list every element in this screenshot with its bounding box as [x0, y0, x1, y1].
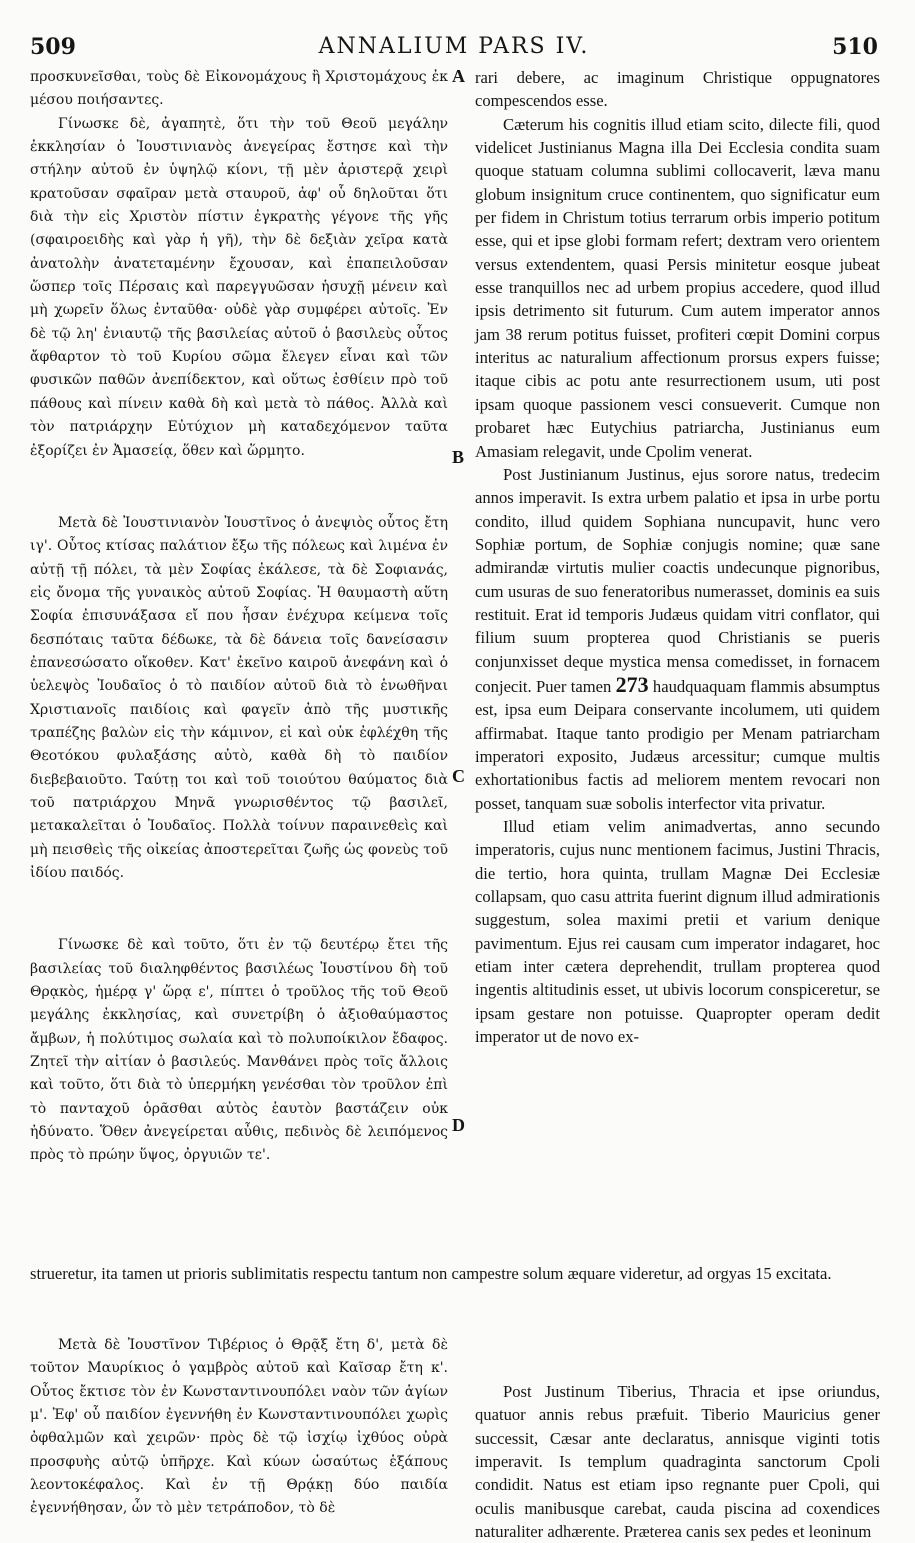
paragraph-gap — [30, 463, 448, 512]
greek-paragraph: Μετὰ δὲ Ἰουστῖνον Τιβέριος ὁ Θρᾷξ ἔτη δ', μετὰ δὲ τοῦτον Μαυρίκιος ὁ γαμβρὸς αὐτοῦ καὶ Καῖσαρ ἔτη κ'. Οὗτος ἔκτισε τὸν ἐν Κωνσταντινουπόλει ναὸν τῶν ἁγίων μ'. Ἐφ' οὗ παιδίον ἐγεννήθη ἐν Κωνσταντινουπόλει χωρὶς ὀφθαλμῶν καὶ χειρῶν· πρὸς δὲ τῷ ἰσχίῳ ἰχθύος οὐρὰ προσφυὴς αὐτῷ ὑπῆρχε. Καὶ κύων ὡσαύτως ἑξάπους λεοντοκέφαλος. Καὶ ἐν τῇ Θρᾴκῃ δύο παιδία ἐγεννήθησαν, ὧν τὸ μὲν τετράποδον, τὸ δὲ — [30, 1337, 448, 1517]
greek-paragraph: προσκυνεῖσθαι, τοὺς δὲ Εἰκονομάχους ἢ Χριστομάχους ἐκ μέσου ποιήσαντες. — [30, 69, 448, 109]
right-page-number: 510 — [832, 34, 878, 60]
section-marker-d: D — [452, 1115, 465, 1135]
margin-number: 273 — [615, 671, 649, 697]
section-marker-c: C — [452, 766, 465, 786]
section-marker-a: A — [452, 66, 465, 86]
section-marker-b: B — [452, 447, 465, 467]
latin-paragraph: Post Justinum Tiberius, Thracia et ipse oriundus, quatuor annis rebus præfuit. Tiberio Mauricius gener successit, Cæsar ante declaratus, annisque viginti totis imperavit. Is templum quadraginta sanctorum Cpoli condidit. Natus est etiam ipso regnante puer Cpoli, qui oculis manibusque carebat, cauda piscina ad coxendices naturaliter adhærente. Præterea canis sex pedes et leoninum — [475, 1382, 880, 1542]
latin-column — [475, 66, 880, 1048]
greek-paragraph: Μετὰ δὲ Ἰουστινιανὸν Ἰουστῖνος ὁ ἀνεψιὸς οὗτος ἔτη ιγ'. Οὗτος κτίσας παλάτιον ἔξω τῆς πόλεως καὶ λιμένα ἐν αὐτῇ τῇ πόλει, τὰ μὲν Σοφίας ἐκάλεσε, τὰ δὲ Σοφιανάς, εἰς ὄνομα τῆς γυναικὸς αὐτοῦ Σοφίας. Ἡ θαυμαστὴ αὕτη Σοφία ἐπισυνάξασα εἴ που ἦσαν ἐνέχυρα κείμενα τοῖς δεσπόταις ταῦτα δέδωκε, τὰ δὲ δάνεια τοῖς δανείσασιν ἐπανεσώσατο οἴκοθεν. Κατ' ἐκεῖνο καιροῦ ἀνεφάνη καὶ ὁ ὑελεψὸς Ἰουδαῖος ὁ τὸ παιδίον αὐτοῦ διὰ τὸ ἑνωθῆναι Χριστιανοῖς παιδίοις καὶ φαγεῖν ἀπὸ τῆς μυστικῆς τραπέζης βαλὼν εἰς τὴν κάμινον, εἰ καὶ οὐκ ἐφλέχθη τῆς Θεοτόκου φυλαξάσης αὐτὸ, καθὰ δὴ τὸ παιδίον διεβεβαιοῦτο. Ταύτῃ τοι καὶ τοῦ τοιούτου θαύματος διὰ τοῦ πατριάρχου Μηνᾶ γνωρισθέντος τῷ βασιλεῖ, μετακαλεῖται ὁ Ἰουδαῖος. Πολλὰ τοίνυν παραινεθεὶς καὶ μὴ πεισθεὶς τῆς οἰκείας ἀποστερεῖται ζωῆς ὡς φονεὺς τοῦ ἰδίου παιδός. — [30, 514, 448, 881]
latin-paragraph: Cæterum his cognitis illud etiam scito, dilecte fili, quod videlicet Justinianus Magna illa Dei Ecclesia condita suam quoque statuam columna sublimi collocaverit, læva manu globum insignitum cruce continentem, quo significatur eum per fidem in Christum totius terrarum orbis imperio potitum esse, qui et ipse globi formam refert; dextram vero orientem versus extendentem, quasi Persis minitetur eosque jubeat esse tranquillos nec ad urbem propius accedere, quod illud ipsis detrimento sit futurum. Cum autem imperator annos jam 38 rerum potitus fuisset, profiteri cœpit Domini corpus interitus ac naturalium affectionum prorsus expers fuisse; itaque cibis ac potu ante resurrectionem usum, uti post ipsam quoque passionem vesci consueverit. Cumque non probaret hæc Eutychius patriarcha, Justinianus eum Amasiam relegavit, unde Cpolim venerat. — [475, 114, 880, 461]
latin-paragraph: Illud etiam velim animadvertas, anno secundo imperatoris, cujus nunc mentionem facimus, Justini Thracis, die tertio, hora quinta, trullam Magnæ Dei Ecclesiæ collapsam, quo casu attrita fuerint dignum illud admirationis suggestum, solea maximi pretii et varium denique pavimentum. Ejus rei causam cum imperator indagaret, hoc etiam inter cætera deprehendit, trullam propterea quod ingentis altitudinis esset, ut ubivis locorum conspiceretur, se ipsam gestare non potuisse. Quapropter operam dedit imperator ut de novo ex- — [475, 817, 880, 1047]
latin-text: haudquaquam flammis absumptus est, ipsa eum Deipara conservante incolumem, uti quidem affirmabat. Itaque tanto prodigio per Menam patriarcham imperatori exposito, Judæus arcessitur; cumque multis exhortationibus factis ad meliorem mentem revocari non posset, tanquam suæ sobolis interfector vita privatur. — [475, 676, 881, 813]
full-width-continuation — [30, 1262, 878, 1285]
running-title: ANNALIUM PARS IV. — [318, 34, 590, 59]
greek-column — [30, 66, 448, 1168]
latin-paragraph: rari debere, ac imaginum Christique oppugnatores compescendos esse. — [475, 68, 880, 111]
latin-paragraph — [475, 463, 880, 815]
left-page-number: 509 — [30, 34, 76, 60]
paragraph-gap — [30, 885, 448, 934]
greek-paragraph: Γίνωσκε δὲ καὶ τοῦτο, ὅτι ἐν τῷ δευτέρῳ ἔτει τῆς βασιλείας τοῦ διαληφθέντος βασιλέως Ἰουστίνου δὴ τοῦ Θρᾳκὸς, ἡμέρᾳ γ' ὥρᾳ ε', πίπτει ὁ τροῦλος τῆς τοῦ Θεοῦ μεγάλης ἐκκλησίας, καὶ συνετρίβη ὁ ἀξιοθαύμαστος ἄμβων, ἡ πολύτιμος σωλαία καὶ τὸ πολυποίκιλον ἔδαφος. Ζητεῖ τὴν αἰτίαν ὁ βασιλεύς. Μανθάνει πρὸς τοῖς ἄλλοις καὶ τοῦτο, ὅτι διὰ τὸ ὑπερμήκη γενέσθαι τὸν τροῦλον ἐπὶ τὸ πανταχοῦ ὁρᾶσθαι αὐτὸς ἑαυτὸν βαστάζειν οὐκ ἠδύνατο. Ὅθεν ἀνεγείρεται αὖθις, πεδινὸς δὲ λειπόμενος πρὸς τὸ πρώην ὕψος, ὀργυιῶν τε'. — [30, 937, 448, 1164]
latin-column-bottom — [475, 1380, 880, 1543]
running-header — [30, 34, 878, 64]
latin-continuation: strueretur, ita tamen ut prioris sublimitatis respectu tantum non campestre solum æquare videretur, ad orgyas 15 excitata. — [30, 1264, 832, 1283]
greek-column-bottom — [30, 1334, 448, 1521]
greek-paragraph: Γίνωσκε δὲ, ἀγαπητὲ, ὅτι τὴν τοῦ Θεοῦ μεγάλην ἐκκλησίαν ὁ Ἰουστινιανὸς ἀνεγείρας ἔστησε καὶ τὴν στήλην αὐτοῦ ἐν ὑψηλῷ κίονι, τῇ μὲν ἀριστερᾷ χειρὶ κρατοῦσαν σφαῖραν μετὰ σταυροῦ, ἀφ' οὗ δηλοῦται ὅτι διὰ τὴν εἰς Χριστὸν πίστιν ἐγκρατὴς γέγονε τῆς γῆς (σφαιροειδὴς καὶ γὰρ ἡ γῆ), τὴν δὲ δεξιὰν χεῖρα κατὰ ἀνατολὴν ἀνατεταμένην ἔχουσαν, καὶ ἐπαπειλοῦσαν ὥσπερ τοῖς Πέρσαις καὶ παρεγγυῶσαν ἡσυχῇ μένειν καὶ μὴ χωρεῖν ὅλως ἐνταῦθα· οὐδὲ γὰρ συμφέρει αὐτοῖς. Ἐν δὲ τῷ λη' ἐνιαυτῷ τῆς βασιλείας αὐτοῦ ὁ βασιλεὺς οὗτος ἄφθαρτον τὸ τοῦ Κυρίου σῶμα ἔλεγεν εἶναι καὶ τῶν φυσικῶν παθῶν ἀνεπίδεκτον, καὶ οὕτως ἐσθίειν πρὸ τοῦ πάθους καὶ πίνειν καθὰ δὴ καὶ μετὰ τὸ πάθος. Ἀλλὰ καὶ τὸν πατριάρχην Εὐτύχιον μὴ καταδεχόμενον ταῦτα ἐξορίζει ἐν Ἀμασείᾳ, ὅθεν καὶ ὥρμητο. — [30, 115, 448, 459]
latin-text: Post Justinianum Justinus, ejus sorore natus, tredecim annos imperavit. Is extra urbem palatio et ipsa in urbe portu condito, illud quidem Sophiana nuncupavit, hunc vero Sophiæ portum, de Sophiæ conjugis nomine; quæ sane admirandæ virtutis mulier coactis undecunque pignoribus, cum usuras de suo feneratoribus numerasset, dominis ea suis restituit. Erat id temporis Judæus quidam vitri conflator, qui filium suum propterea quod Christianis se pueris conjunxisset deque mystica mensa comedisset, in fornacem conjecit. Puer tamen — [475, 464, 880, 696]
